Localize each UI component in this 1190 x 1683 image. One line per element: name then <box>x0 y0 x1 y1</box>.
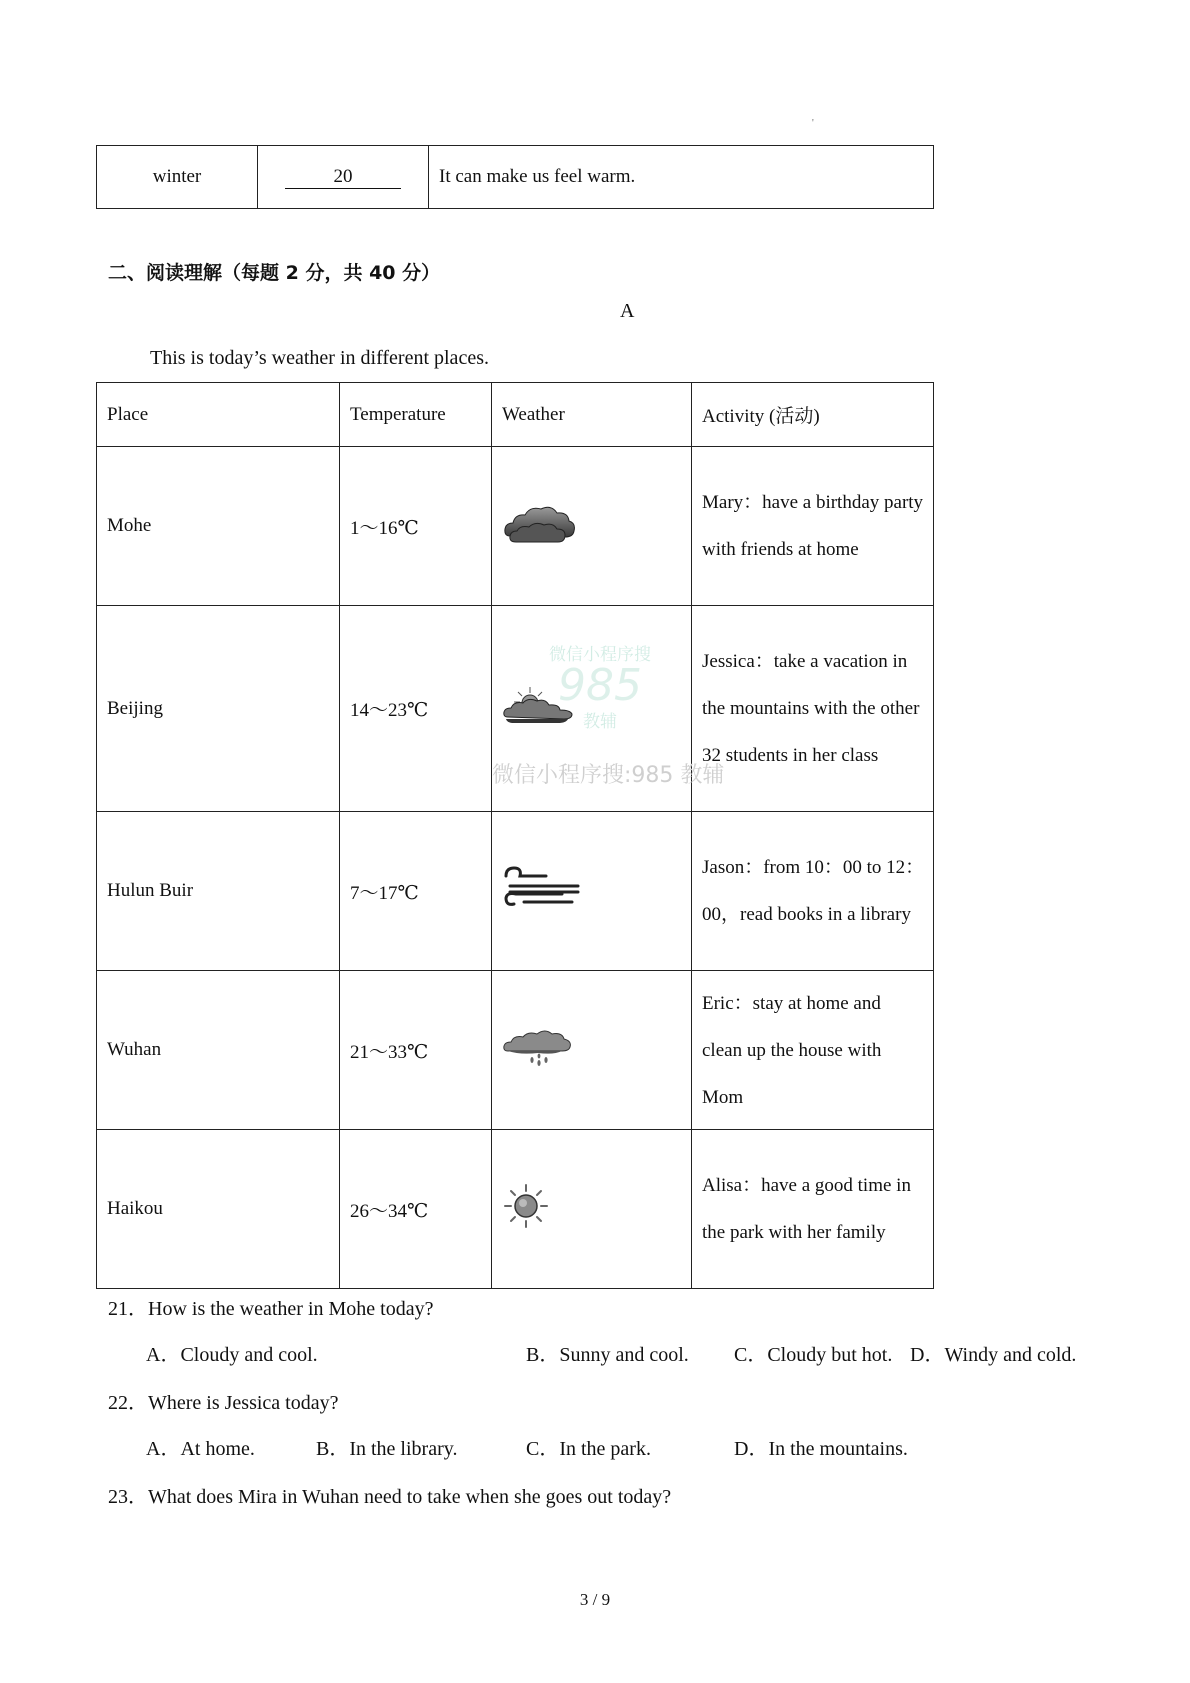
question-number: 22． <box>108 1392 148 1414</box>
header-activity: Activity (活动) <box>692 383 934 447</box>
cloudy-icon <box>502 500 576 546</box>
table-header-row <box>97 383 934 447</box>
place-cell: Wuhan <box>97 971 340 1130</box>
question-21 <box>108 1292 433 1321</box>
season-cell: winter <box>97 146 258 209</box>
question-number: 21． <box>108 1298 148 1320</box>
weather-cell <box>492 812 692 971</box>
description-cell: It can make us feel warm. <box>429 146 934 209</box>
passage-intro: This is today’s weather in different places. <box>150 347 489 369</box>
table-row <box>97 1130 934 1289</box>
question-text: Where is Jessica today? <box>148 1392 339 1414</box>
activity-cell: Jessica：take a vacation in the mountains with the other 32 students in her class <box>692 606 934 812</box>
header-temperature: Temperature <box>340 383 492 447</box>
stray-mark: ' <box>812 118 814 129</box>
place-cell: Hulun Buir <box>97 812 340 971</box>
weather-table <box>96 382 934 1289</box>
activity-cell: Mary：have a birthday party with friends at home <box>692 447 934 606</box>
rainy-icon <box>502 1023 574 1071</box>
temperature-cell: 26～34℃ <box>340 1130 492 1289</box>
option-c: C．In the park. <box>526 1438 651 1460</box>
place-cell: Haikou <box>97 1130 340 1289</box>
temperature-cell: 21～33℃ <box>340 971 492 1130</box>
header-place: Place <box>97 383 340 447</box>
question-text: How is the weather in Mohe today? <box>148 1298 434 1320</box>
temperature-cell: 14～23℃ <box>340 606 492 812</box>
sunny-icon <box>502 1182 550 1230</box>
question-number: 23． <box>108 1486 148 1508</box>
option-d: D．In the mountains. <box>734 1438 908 1460</box>
activity-cell: Alisa：have a good time in the park with her family <box>692 1130 934 1289</box>
passage-letter: A <box>620 300 635 322</box>
table-row <box>97 971 934 1130</box>
blank-cell <box>258 146 429 209</box>
watermark-text: 微信小程序搜:985 教辅 <box>492 763 725 788</box>
windy-icon <box>502 864 582 912</box>
section-heading: 二、阅读理解（每题 2 分，共 40 分） <box>108 262 441 284</box>
option-d: D．Windy and cold. <box>910 1344 1077 1366</box>
option-c: C．Cloudy but hot. <box>734 1344 893 1366</box>
table-row <box>97 447 934 606</box>
answer-blank: 20 <box>285 166 401 189</box>
activity-cell: Jason：from 10：00 to 12：00，read books in a library <box>692 812 934 971</box>
option-a: A．Cloudy and cool. <box>146 1344 318 1366</box>
temperature-cell: 1～16℃ <box>340 447 492 606</box>
weather-cell <box>492 971 692 1130</box>
watermark-number: 985 <box>558 660 642 711</box>
header-weather: Weather <box>492 383 692 447</box>
question-23 <box>108 1480 671 1509</box>
watermark-small: 教辅 <box>583 712 617 732</box>
temperature-cell: 7～17℃ <box>340 812 492 971</box>
question-text: What does Mira in Wuhan need to take when she goes out today? <box>148 1486 672 1508</box>
option-b: B．In the library. <box>316 1438 458 1460</box>
option-a: A．At home. <box>146 1438 255 1460</box>
weather-cell <box>492 447 692 606</box>
top-table <box>96 145 934 209</box>
option-b: B．Sunny and cool. <box>526 1344 689 1366</box>
place-cell: Mohe <box>97 447 340 606</box>
weather-cell <box>492 1130 692 1289</box>
place-cell: Beijing <box>97 606 340 812</box>
question-22 <box>108 1386 338 1415</box>
table-row <box>97 812 934 971</box>
table-row <box>97 146 934 209</box>
page-number: 3 / 9 <box>579 1590 611 1609</box>
activity-cell: Eric：stay at home and clean up the house with Mom <box>692 971 934 1130</box>
watermark-line: 微信小程序搜 <box>549 645 651 665</box>
